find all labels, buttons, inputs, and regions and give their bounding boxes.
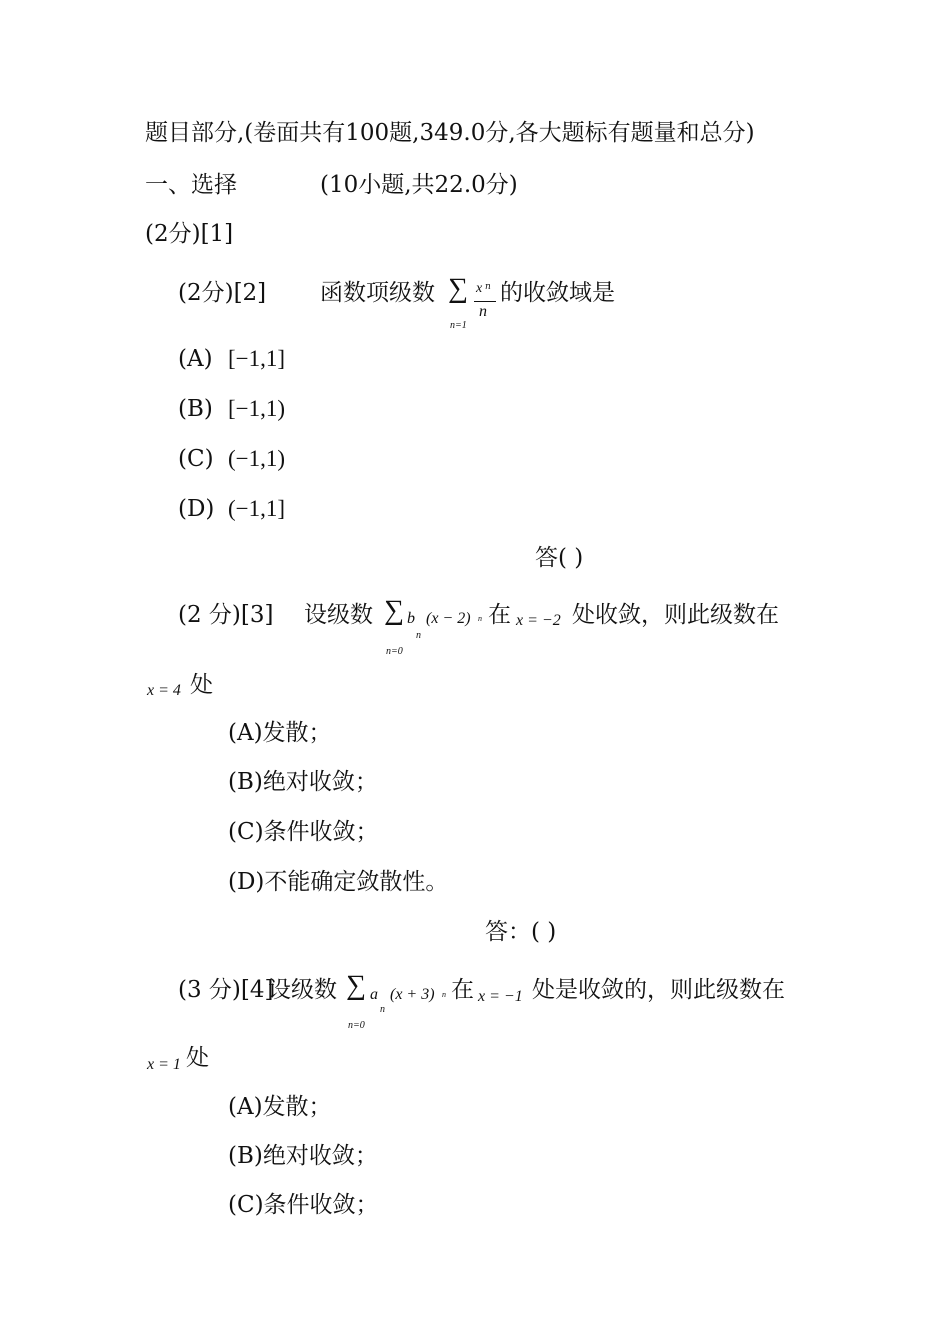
question-3-term-sup: n xyxy=(478,614,482,623)
question-4-option-c: (C)条件收敛； xyxy=(228,1192,379,1218)
question-2-option-a-value: [−1,1] xyxy=(228,346,286,371)
section-title: 一、选择 xyxy=(145,172,237,198)
question-3-sum-symbol: ∑ xyxy=(384,595,404,626)
question-2-label: (2分)[2] xyxy=(178,280,267,306)
question-3-option-b: (B)绝对收敛； xyxy=(228,769,378,795)
question-2-option-d-label: (D) xyxy=(178,496,215,522)
question-3-option-c: (C)条件收敛； xyxy=(228,819,379,845)
question-4-mid: 在 xyxy=(451,977,474,1003)
question-2-stem-prefix: 函数项级数 xyxy=(320,280,435,306)
question-2-sum-lower: n=1 xyxy=(450,320,467,331)
question-4-coef: a xyxy=(370,986,378,1003)
question-4-label: (3 分)[4] xyxy=(178,977,274,1003)
question-3-line2-cond: x = 4 xyxy=(147,682,181,699)
question-3-option-a: (A)发散； xyxy=(228,720,332,746)
question-1-label: (2分)[1] xyxy=(145,221,234,247)
question-4-line2-cond: x = 1 xyxy=(147,1056,181,1073)
question-2-option-b-value: [−1,1) xyxy=(228,396,286,421)
section-info: (10小题,共22.0分) xyxy=(320,172,518,198)
question-3-sum-lower: n=0 xyxy=(386,646,403,657)
question-3-mid: 在 xyxy=(488,602,511,628)
question-3-term: (x − 2) xyxy=(426,610,471,627)
question-3-stem-prefix: 设级数 xyxy=(304,602,373,628)
question-4-coef-sub: n xyxy=(380,1004,385,1015)
question-4-stem-suffix: 处是收敛的，则此级数在 xyxy=(532,977,785,1003)
question-2-option-c-label: (C) xyxy=(178,446,214,472)
question-4-line2-suffix: 处 xyxy=(186,1045,209,1071)
question-3-cond: x = −2 xyxy=(516,612,561,629)
question-3-line2-suffix: 处 xyxy=(190,672,213,698)
question-3-stem-suffix: 处收敛，则此级数在 xyxy=(572,602,779,628)
question-4-term: (x + 3) xyxy=(390,986,435,1003)
question-2-stem-suffix: 的收敛域是 xyxy=(500,280,615,306)
question-4-stem-prefix: 设级数 xyxy=(268,977,337,1003)
question-3-coef: b xyxy=(407,610,415,627)
question-4-cond: x = −1 xyxy=(478,988,523,1005)
question-2-option-b-label: (B) xyxy=(178,396,213,422)
question-2-option-a-label: (A) xyxy=(178,346,213,372)
question-4-term-sup: n xyxy=(442,990,446,999)
question-2-frac-num: x xyxy=(476,281,483,296)
question-2-sum-symbol: ∑ xyxy=(448,273,468,304)
question-2-frac-den: n xyxy=(479,303,487,320)
question-2-option-c-value: (−1,1) xyxy=(228,446,286,471)
question-2-answer: 答( ) xyxy=(535,545,584,571)
question-2-option-d-value: (−1,1] xyxy=(228,496,286,521)
question-3-option-d: (D)不能确定敛散性。 xyxy=(228,869,449,895)
question-3-coef-sub: n xyxy=(416,630,421,641)
question-3-answer: 答：( ) xyxy=(485,919,557,945)
question-2-frac-num-sup: n xyxy=(485,282,491,292)
question-2-fraction xyxy=(474,281,496,321)
question-4-sum-symbol: ∑ xyxy=(346,970,366,1001)
question-4-option-b: (B)绝对收敛； xyxy=(228,1143,378,1169)
question-3-label: (2 分)[3] xyxy=(178,602,274,628)
question-4-option-a: (A)发散； xyxy=(228,1094,332,1120)
exam-summary: 题目部分,(卷面共有100题,349.0分,各大题标有题量和总分) xyxy=(145,120,755,146)
question-2-frac-bar xyxy=(474,301,496,302)
question-4-sum-lower: n=0 xyxy=(348,1020,365,1031)
